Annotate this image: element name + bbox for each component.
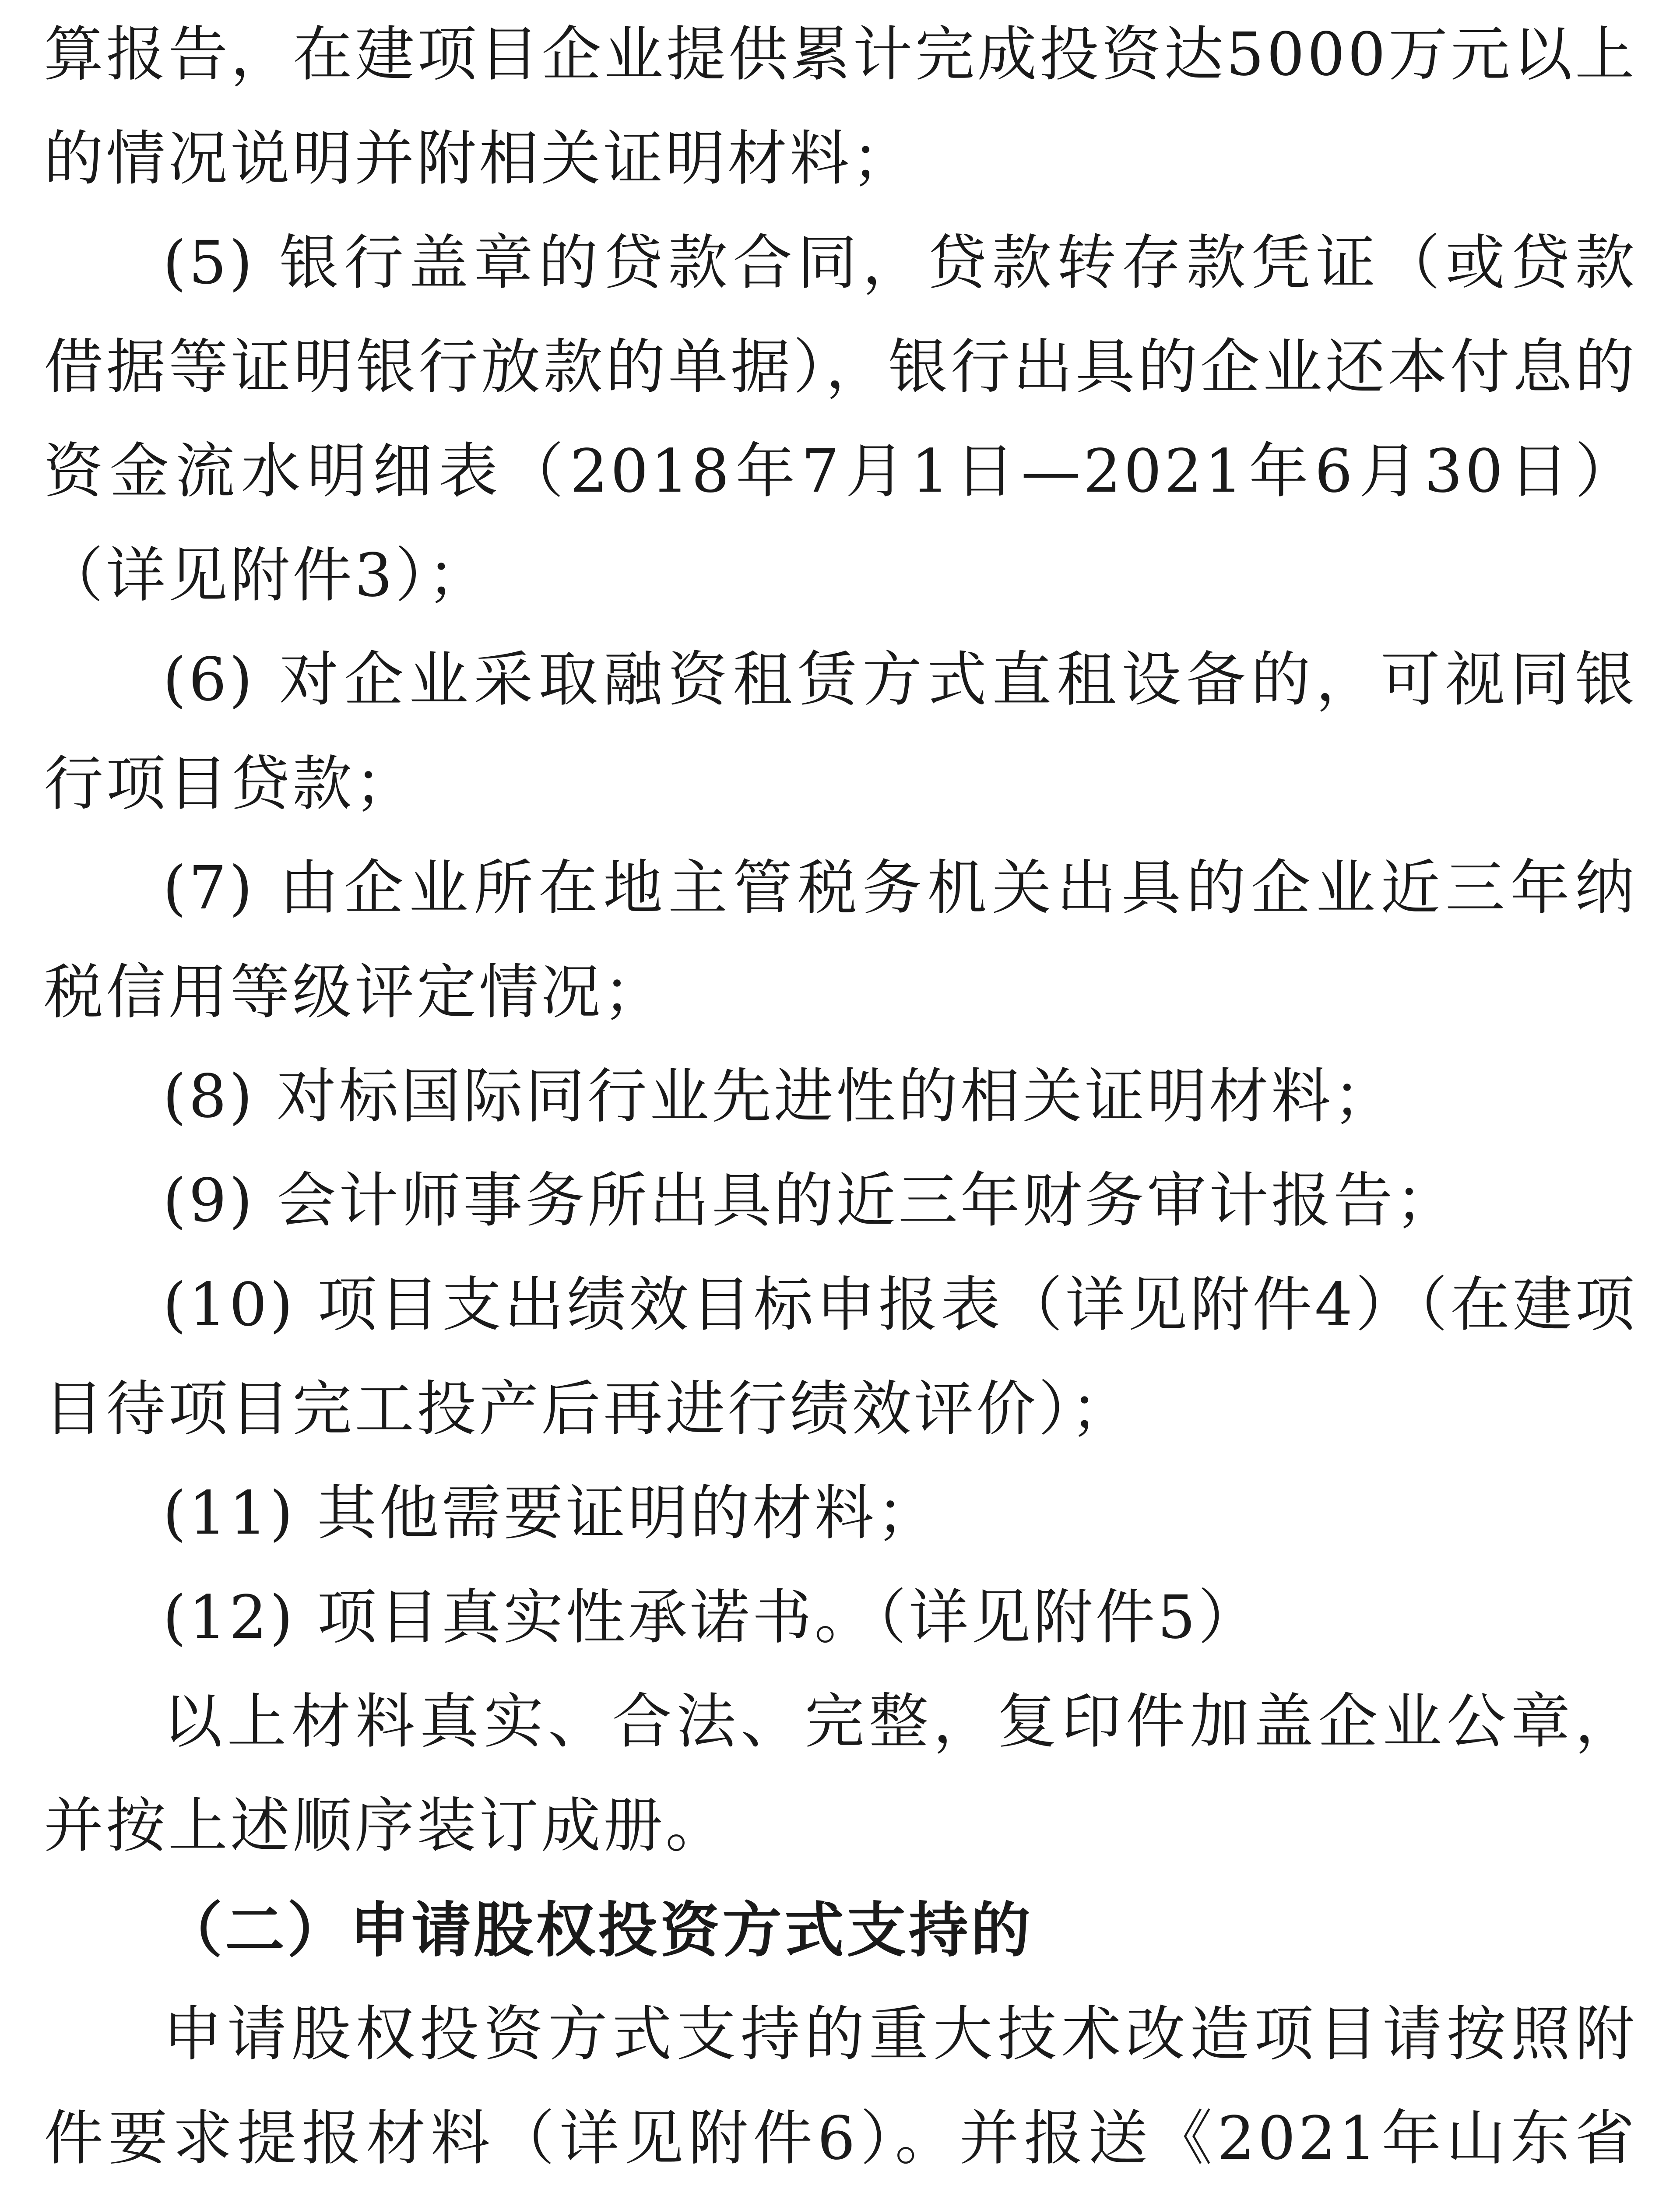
section-heading: （二）申请股权投资方式支持的 (163, 1895, 1033, 1965)
paragraph-item-7: (7) 由企业所在地主管税务机关出具的企业近三年纳税信用等级评定情况； (44, 854, 1637, 1027)
paragraph-equity-investment: 申请股权投资方式支持的重大技术改造项目请按照附件要求提报材料（详见附件6）。并报送《2021年山东省 (44, 2000, 1637, 2173)
paragraph-item-11: (11) 其他需要证明的材料； (163, 1479, 939, 1548)
paragraph-summary: 以上材料真实、合法、完整，复印件加盖企业公章，并按上述顺序装订成册。 (44, 1687, 1637, 1861)
document-page (44, 0, 1637, 2189)
paragraph-item-10: (10) 项目支出绩效目标申报表（详见附件4）（在建项目待项目完工投产后再进行绩效评价）； (44, 1270, 1637, 1444)
paragraph-item-6: (6) 对企业采取融资租赁方式直租设备的，可视同银行项目贷款； (44, 645, 1637, 819)
paragraph-item-5: (5) 银行盖章的贷款合同，贷款转存款凭证（或贷款借据等证明银行放款的单据），银行出具的企业还本付息的资金流水明细表（2018年7月1日—2021年6月30日）（详见附件3）； (44, 229, 1637, 610)
paragraph-item-8: (8) 对标国际同行业先进性的相关证明材料； (163, 1062, 1395, 1131)
paragraph-continuation: 算报告，在建项目企业提供累计完成投资达5000万元以上的情况说明并附相关证明材料； (44, 20, 1637, 194)
paragraph-item-9: (9) 会计师事务所出具的近三年财务审计报告； (163, 1166, 1458, 1235)
paragraph-item-12: (12) 项目真实性承诺书。（详见附件5） (163, 1583, 1260, 1652)
